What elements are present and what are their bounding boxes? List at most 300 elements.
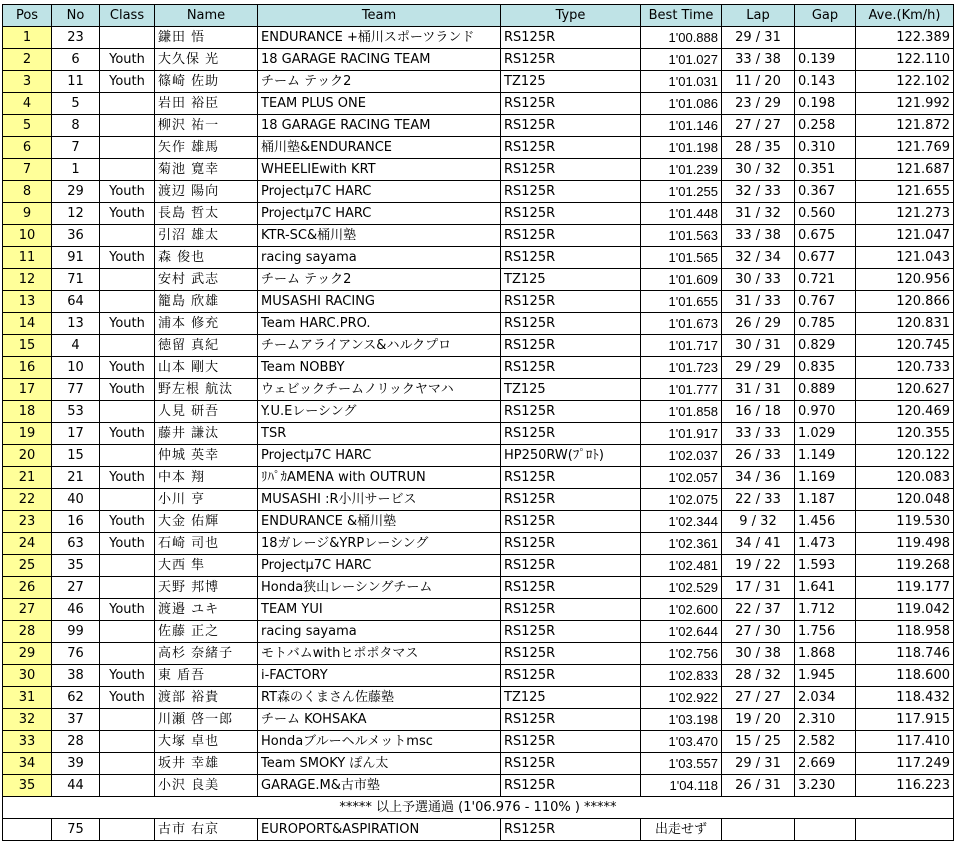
cell-team: TEAM PLUS ONE <box>258 93 501 115</box>
cell-pos: 28 <box>3 621 52 643</box>
cell-pos: 24 <box>3 533 52 555</box>
table-row <box>3 401 954 423</box>
cell-name: 高杉 奈緒子 <box>155 643 258 665</box>
cell-lap: 26 / 29 <box>722 313 795 335</box>
cell-ave: 122.110 <box>856 49 954 71</box>
cell-gap: 0.829 <box>795 335 856 357</box>
cell-best-time: 1'01.917 <box>641 423 722 445</box>
cell-best-time: 1'01.448 <box>641 203 722 225</box>
cell-type: RS125R <box>501 291 641 313</box>
table-row <box>3 467 954 489</box>
cell-name: 川瀬 啓一郎 <box>155 709 258 731</box>
cell-team: Projectμ7C HARC <box>258 445 501 467</box>
cell-ave: 121.872 <box>856 115 954 137</box>
cell-name: 矢作 雄馬 <box>155 137 258 159</box>
cell-team: MUSASHI RACING <box>258 291 501 313</box>
cell-team: Hondaブルーヘルメットmsc <box>258 731 501 753</box>
cell-name: 坂井 幸雄 <box>155 753 258 775</box>
table-row <box>3 621 954 643</box>
cell-ave: 121.047 <box>856 225 954 247</box>
cell-no: 13 <box>52 313 100 335</box>
cell-name: 渡辺 陽向 <box>155 181 258 203</box>
cell-lap: 29 / 29 <box>722 357 795 379</box>
table-row <box>3 27 954 49</box>
cell-gap: 0.721 <box>795 269 856 291</box>
cell-best-time: 1'02.833 <box>641 665 722 687</box>
cell-pos: 12 <box>3 269 52 291</box>
cell-class <box>100 159 155 181</box>
table-row <box>3 533 954 555</box>
cell-team: チームアライアンス&ハルクプロ <box>258 335 501 357</box>
table-row <box>3 643 954 665</box>
cell-ave: 121.769 <box>856 137 954 159</box>
cell-gap: 0.310 <box>795 137 856 159</box>
cell-ave: 119.268 <box>856 555 954 577</box>
cell-best-time: 1'01.609 <box>641 269 722 291</box>
cell-lap: 31 / 31 <box>722 379 795 401</box>
cell-gap <box>795 819 856 841</box>
cell-ave: 118.746 <box>856 643 954 665</box>
cell-gap: 0.258 <box>795 115 856 137</box>
cell-best-time: 1'01.777 <box>641 379 722 401</box>
cell-class <box>100 269 155 291</box>
cell-type: TZ125 <box>501 71 641 93</box>
cell-team: EUROPORT&ASPIRATION <box>258 819 501 841</box>
cell-ave: 118.600 <box>856 665 954 687</box>
table-row <box>3 665 954 687</box>
cell-no: 12 <box>52 203 100 225</box>
cell-name: 菊池 寛幸 <box>155 159 258 181</box>
cell-lap: 26 / 33 <box>722 445 795 467</box>
cell-gap: 0.143 <box>795 71 856 93</box>
cell-class: Youth <box>100 423 155 445</box>
cell-pos: 8 <box>3 181 52 203</box>
table-row <box>3 489 954 511</box>
cell-no: 27 <box>52 577 100 599</box>
cell-ave: 121.273 <box>856 203 954 225</box>
cell-team: Team SMOKY ぽん太 <box>258 753 501 775</box>
table-row <box>3 577 954 599</box>
cell-gap <box>795 27 856 49</box>
cell-type: RS125R <box>501 49 641 71</box>
cell-pos: 14 <box>3 313 52 335</box>
cell-team: TSR <box>258 423 501 445</box>
cell-best-time: 1'02.037 <box>641 445 722 467</box>
cell-team: Projectμ7C HARC <box>258 181 501 203</box>
table-row <box>3 93 954 115</box>
cell-type: RS125R <box>501 313 641 335</box>
cell-class <box>100 731 155 753</box>
cell-ave: 120.469 <box>856 401 954 423</box>
cell-class <box>100 489 155 511</box>
cell-name: 徳留 真紀 <box>155 335 258 357</box>
cell-name: 佐藤 正之 <box>155 621 258 643</box>
cell-best-time: 1'01.146 <box>641 115 722 137</box>
cell-no: 29 <box>52 181 100 203</box>
cell-lap: 31 / 33 <box>722 291 795 313</box>
cell-lap: 9 / 32 <box>722 511 795 533</box>
cell-lap: 19 / 22 <box>722 555 795 577</box>
cell-team: Projectμ7C HARC <box>258 555 501 577</box>
cell-gap: 0.198 <box>795 93 856 115</box>
cell-type: RS125R <box>501 203 641 225</box>
cell-ave: 120.048 <box>856 489 954 511</box>
cell-pos: 19 <box>3 423 52 445</box>
cell-class <box>100 819 155 841</box>
table-row <box>3 709 954 731</box>
cell-no: 71 <box>52 269 100 291</box>
cell-best-time: 1'02.057 <box>641 467 722 489</box>
header-type: Type <box>501 5 641 27</box>
results-table <box>2 4 954 841</box>
cell-class: Youth <box>100 357 155 379</box>
cell-type: RS125R <box>501 599 641 621</box>
cell-no: 39 <box>52 753 100 775</box>
cell-name: 安村 武志 <box>155 269 258 291</box>
table-row <box>3 313 954 335</box>
cell-type: RS125R <box>501 577 641 599</box>
cell-name: 石崎 司也 <box>155 533 258 555</box>
cell-gap: 1.187 <box>795 489 856 511</box>
cell-no: 35 <box>52 555 100 577</box>
cell-lap: 23 / 29 <box>722 93 795 115</box>
cell-pos: 11 <box>3 247 52 269</box>
cell-best-time: 1'01.198 <box>641 137 722 159</box>
cell-team: KTR-SC&桶川塾 <box>258 225 501 247</box>
header-lap: Lap <box>722 5 795 27</box>
cell-ave: 122.389 <box>856 27 954 49</box>
cell-ave: 119.042 <box>856 599 954 621</box>
cell-team: チーム テック2 <box>258 71 501 93</box>
cell-lap: 28 / 32 <box>722 665 795 687</box>
header-class: Class <box>100 5 155 27</box>
cell-gap: 1.756 <box>795 621 856 643</box>
cell-gap: 2.034 <box>795 687 856 709</box>
cell-type: RS125R <box>501 357 641 379</box>
cell-team: ENDURANCE &桶川塾 <box>258 511 501 533</box>
cell-name: 天野 邦博 <box>155 577 258 599</box>
cell-lap: 17 / 31 <box>722 577 795 599</box>
cell-no: 1 <box>52 159 100 181</box>
cell-ave: 117.410 <box>856 731 954 753</box>
cell-ave <box>856 819 954 841</box>
cell-lap: 31 / 32 <box>722 203 795 225</box>
cell-gap: 0.139 <box>795 49 856 71</box>
cell-team: WHEELIEwith KRT <box>258 159 501 181</box>
cell-name: 大西 隼 <box>155 555 258 577</box>
cell-pos: 10 <box>3 225 52 247</box>
cell-best-time: 1'02.644 <box>641 621 722 643</box>
cell-team: Team HARC.PRO. <box>258 313 501 335</box>
cell-type: RS125R <box>501 335 641 357</box>
cell-no: 77 <box>52 379 100 401</box>
cell-no: 23 <box>52 27 100 49</box>
cell-team: 18 GARAGE RACING TEAM <box>258 115 501 137</box>
cell-class <box>100 709 155 731</box>
cell-ave: 120.733 <box>856 357 954 379</box>
table-row <box>3 291 954 313</box>
cell-pos: 27 <box>3 599 52 621</box>
cell-lap: 27 / 27 <box>722 687 795 709</box>
cell-pos: 17 <box>3 379 52 401</box>
cell-pos: 29 <box>3 643 52 665</box>
header-pos: Pos <box>3 5 52 27</box>
cell-class <box>100 137 155 159</box>
cell-class: Youth <box>100 71 155 93</box>
cell-no: 17 <box>52 423 100 445</box>
cell-best-time: 1'01.027 <box>641 49 722 71</box>
cell-gap: 1.149 <box>795 445 856 467</box>
cell-no: 11 <box>52 71 100 93</box>
cell-ave: 121.992 <box>856 93 954 115</box>
header-team: Team <box>258 5 501 27</box>
cell-lap: 32 / 34 <box>722 247 795 269</box>
cell-type: RS125R <box>501 819 641 841</box>
table-row <box>3 753 954 775</box>
cell-team: GARAGE.M&古市塾 <box>258 775 501 797</box>
cell-no: 16 <box>52 511 100 533</box>
cell-class: Youth <box>100 313 155 335</box>
cell-type: RS125R <box>501 489 641 511</box>
cell-type: RS125R <box>501 511 641 533</box>
cell-best-time: 1'01.673 <box>641 313 722 335</box>
cell-pos: 18 <box>3 401 52 423</box>
table-row <box>3 203 954 225</box>
cell-ave: 120.627 <box>856 379 954 401</box>
cell-lap: 34 / 41 <box>722 533 795 555</box>
cell-team: 18 GARAGE RACING TEAM <box>258 49 501 71</box>
header-best-time: Best Time <box>641 5 722 27</box>
cell-lap: 30 / 32 <box>722 159 795 181</box>
cell-class: Youth <box>100 467 155 489</box>
cell-lap: 27 / 30 <box>722 621 795 643</box>
cell-no: 44 <box>52 775 100 797</box>
cell-no: 46 <box>52 599 100 621</box>
cell-gap: 2.669 <box>795 753 856 775</box>
cell-best-time: 1'01.031 <box>641 71 722 93</box>
cell-type: RS125R <box>501 621 641 643</box>
table-row <box>3 159 954 181</box>
cell-class <box>100 775 155 797</box>
cell-pos: 7 <box>3 159 52 181</box>
cell-pos: 5 <box>3 115 52 137</box>
cell-name: 大塚 卓也 <box>155 731 258 753</box>
header-no: No <box>52 5 100 27</box>
cell-lap: 16 / 18 <box>722 401 795 423</box>
cell-pos: 26 <box>3 577 52 599</box>
cell-team: Projectμ7C HARC <box>258 203 501 225</box>
cell-type: RS125R <box>501 27 641 49</box>
cell-gap: 3.230 <box>795 775 856 797</box>
cell-type: RS125R <box>501 93 641 115</box>
cell-pos: 15 <box>3 335 52 357</box>
cell-no: 99 <box>52 621 100 643</box>
cell-class: Youth <box>100 687 155 709</box>
cell-gap: 1.641 <box>795 577 856 599</box>
cell-best-time: 1'03.470 <box>641 731 722 753</box>
cell-lap: 32 / 33 <box>722 181 795 203</box>
cell-best-time: 1'01.255 <box>641 181 722 203</box>
cell-name: 仲城 英幸 <box>155 445 258 467</box>
cell-no: 36 <box>52 225 100 247</box>
header-name: Name <box>155 5 258 27</box>
cell-ave: 120.831 <box>856 313 954 335</box>
cell-no: 4 <box>52 335 100 357</box>
cell-team: racing sayama <box>258 621 501 643</box>
cell-team: racing sayama <box>258 247 501 269</box>
cell-team: i-FACTORY <box>258 665 501 687</box>
table-row <box>3 379 954 401</box>
cell-best-time: 1'02.529 <box>641 577 722 599</box>
cell-best-time: 1'02.344 <box>641 511 722 533</box>
cell-class: Youth <box>100 665 155 687</box>
cell-name: 篠崎 佐助 <box>155 71 258 93</box>
cell-class <box>100 555 155 577</box>
cell-pos: 13 <box>3 291 52 313</box>
cell-pos: 9 <box>3 203 52 225</box>
cell-class <box>100 93 155 115</box>
cell-class: Youth <box>100 533 155 555</box>
cell-class: Youth <box>100 181 155 203</box>
cell-lap: 19 / 20 <box>722 709 795 731</box>
cell-best-time: 1'02.075 <box>641 489 722 511</box>
cell-type: RS125R <box>501 555 641 577</box>
cell-lap: 29 / 31 <box>722 753 795 775</box>
cell-no: 6 <box>52 49 100 71</box>
table-row <box>3 357 954 379</box>
header-gap: Gap <box>795 5 856 27</box>
cell-name: 岩田 裕臣 <box>155 93 258 115</box>
cell-type: TZ125 <box>501 269 641 291</box>
table-row <box>3 137 954 159</box>
table-row <box>3 423 954 445</box>
cell-lap: 29 / 31 <box>722 27 795 49</box>
cell-ave: 121.655 <box>856 181 954 203</box>
cell-name: 野左根 航汰 <box>155 379 258 401</box>
cell-pos: 6 <box>3 137 52 159</box>
cell-ave: 117.915 <box>856 709 954 731</box>
cell-name: 引沼 雄太 <box>155 225 258 247</box>
cell-name: 渡邉 ユキ <box>155 599 258 621</box>
cell-no: 38 <box>52 665 100 687</box>
cell-pos: 20 <box>3 445 52 467</box>
cell-type: RS125R <box>501 137 641 159</box>
cell-ave: 119.498 <box>856 533 954 555</box>
cell-ave: 118.958 <box>856 621 954 643</box>
cell-best-time: 1'00.888 <box>641 27 722 49</box>
cell-no: 7 <box>52 137 100 159</box>
cell-name: 大久保 光 <box>155 49 258 71</box>
cell-type: RS125R <box>501 665 641 687</box>
cell-best-time: 1'02.600 <box>641 599 722 621</box>
cell-no: 8 <box>52 115 100 137</box>
table-row <box>3 181 954 203</box>
cell-pos <box>3 819 52 841</box>
table-row <box>3 49 954 71</box>
cell-lap: 33 / 38 <box>722 225 795 247</box>
cell-best-time: 1'01.858 <box>641 401 722 423</box>
header-row <box>3 5 954 27</box>
cell-lap: 33 / 38 <box>722 49 795 71</box>
cell-ave: 121.043 <box>856 247 954 269</box>
cell-type: RS125R <box>501 225 641 247</box>
cell-pos: 2 <box>3 49 52 71</box>
cell-gap: 0.367 <box>795 181 856 203</box>
cell-best-time: 1'01.565 <box>641 247 722 269</box>
cell-class <box>100 115 155 137</box>
cell-best-time: 1'02.922 <box>641 687 722 709</box>
cell-name: 小川 亨 <box>155 489 258 511</box>
cell-team: 桶川塾&ENDURANCE <box>258 137 501 159</box>
cell-class <box>100 225 155 247</box>
cell-pos: 32 <box>3 709 52 731</box>
cell-name: 籠島 欣雄 <box>155 291 258 313</box>
cell-ave: 120.083 <box>856 467 954 489</box>
cell-type: RS125R <box>501 423 641 445</box>
cell-lap: 22 / 33 <box>722 489 795 511</box>
cell-name: 中本 翔 <box>155 467 258 489</box>
cell-best-time: 1'01.239 <box>641 159 722 181</box>
cell-ave: 117.249 <box>856 753 954 775</box>
cell-ave: 119.530 <box>856 511 954 533</box>
cell-class: Youth <box>100 49 155 71</box>
table-row <box>3 71 954 93</box>
cell-type: RS125R <box>501 467 641 489</box>
table-row <box>3 599 954 621</box>
cell-gap: 1.456 <box>795 511 856 533</box>
cell-no: 53 <box>52 401 100 423</box>
cell-ave: 120.866 <box>856 291 954 313</box>
cell-team: ウェビックチームノリックヤマハ <box>258 379 501 401</box>
cell-type: RS125R <box>501 401 641 423</box>
table-row <box>3 225 954 247</box>
cell-gap: 2.582 <box>795 731 856 753</box>
cell-ave: 122.102 <box>856 71 954 93</box>
cell-team: 18ガレージ&YRPレーシング <box>258 533 501 555</box>
cell-no: 10 <box>52 357 100 379</box>
cell-pos: 21 <box>3 467 52 489</box>
cell-class <box>100 27 155 49</box>
cell-name: 古市 右京 <box>155 819 258 841</box>
cell-gap: 1.169 <box>795 467 856 489</box>
cell-ave: 118.432 <box>856 687 954 709</box>
cell-gap: 0.560 <box>795 203 856 225</box>
cell-team: チーム KOHSAKA <box>258 709 501 731</box>
cell-lap: 27 / 27 <box>722 115 795 137</box>
cell-team: RT森のくまさん佐藤塾 <box>258 687 501 709</box>
cell-pos: 1 <box>3 27 52 49</box>
cell-gap: 0.889 <box>795 379 856 401</box>
cell-no: 21 <box>52 467 100 489</box>
cell-best-time: 1'02.481 <box>641 555 722 577</box>
cell-class: Youth <box>100 599 155 621</box>
cell-best-time: 出走せず <box>641 819 722 841</box>
cell-name: 東 盾吾 <box>155 665 258 687</box>
cell-type: RS125R <box>501 159 641 181</box>
cell-gap: 0.675 <box>795 225 856 247</box>
cell-name: 大金 佑輝 <box>155 511 258 533</box>
cell-pos: 25 <box>3 555 52 577</box>
cell-class <box>100 291 155 313</box>
cell-pos: 16 <box>3 357 52 379</box>
cell-type: RS125R <box>501 753 641 775</box>
cell-best-time: 1'01.086 <box>641 93 722 115</box>
cell-class <box>100 577 155 599</box>
cell-name: 小沢 良美 <box>155 775 258 797</box>
cell-best-time: 1'01.563 <box>641 225 722 247</box>
cell-class <box>100 401 155 423</box>
cell-type: RS125R <box>501 731 641 753</box>
